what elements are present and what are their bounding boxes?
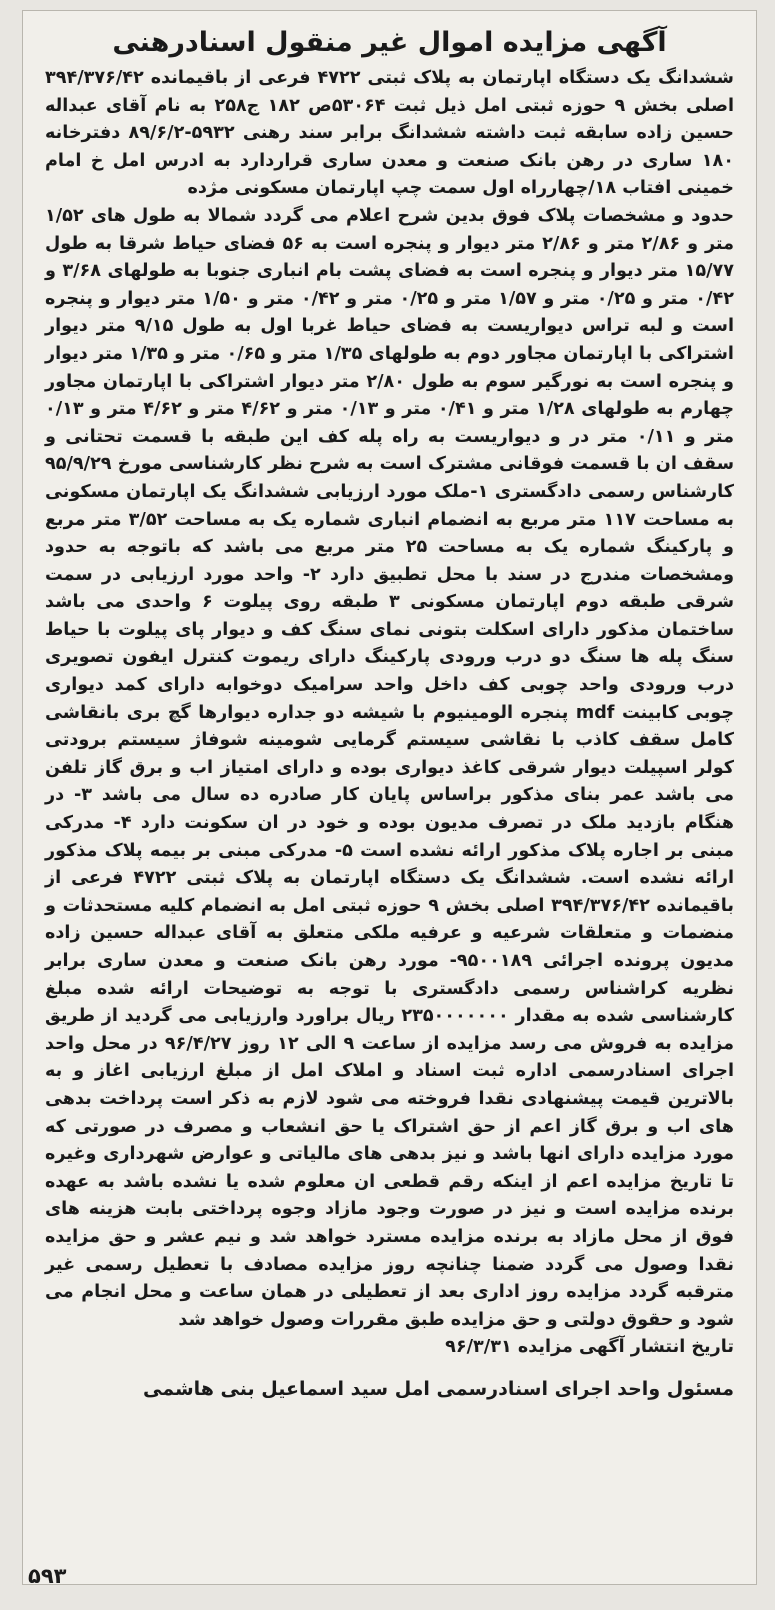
page-number: ۵۹۳ xyxy=(28,1564,67,1588)
signature: مسئول واحد اجرای اسنادرسمی امل سید اسماعیل بنی هاشمی xyxy=(142,1377,734,1400)
auction-notice xyxy=(22,10,757,1585)
notice-body xyxy=(45,65,734,1334)
notice-title: آگهی مزایده اموال غیر منقول اسنادرهنی xyxy=(112,27,667,58)
notice-paragraph-details: حدود و مشخصات پلاک فوق بدین شرح اعلام می گردد شمالا به طول های ۱/۵۲ متر و ۲/۸۶ متر و ۲/۸۶ متر دیوار و پنجره است به ۵۶ فضای حیاط شرقا به طول ۱۵/۷۷ متر دیوار و پنجره است به فضای پشت بام انباری جنوبا به طولهای ۳/۶۸ و ۰/۴۲ متر و ۰/۲۵ متر و ۱/۵۷ متر و ۰/۲۵ متر و ۰/۴۲ متر و ۱/۵۰ متر دیوار و پنجره است و لبه تراس دیواریست به فضای حیاط غربا اول به طول ۹/۱۵ متر دیوار اشتراکی با اپارتمان مجاور دوم به طولهای ۱/۳۵ متر و ۰/۶۵ متر و ۱/۳۵ متر دیوار و پنجره است به نورگیر سوم به طول ۲/۸۰ متر دیوار اشتراکی با اپارتمان مجاور چهارم به طولهای ۱/۲۸ متر و ۰/۴۱ متر و ۰/۱۳ متر و ۴/۶۲ متر و ۴/۶۲ متر و ۰/۱۳ متر و ۰/۱۱ متر در و دیواریست به راه پله کف این طبقه با قسمت تحتانی و سقف ان با قسمت فوقانی مشترک است به شرح نظر کارشناسی مورخ ۹۵/۹/۲۹ کارشناس رسمی دادگستری ۱-ملک مورد ارزیابی ششدانگ یک اپارتمان مسکونی به مساحت ۱۱۷ متر مربع به انضمام انباری شماره یک به مساحت ۳/۵۲ متر مربع و پارکینگ شماره یک به مساحت ۲۵ متر مربع می باشد که باتوجه به حدود ومشخصات مندرج در سند با محل تطبیق دارد ۲- واحد مورد ارزیابی در سمت شرقی طبقه دوم اپارتمان مسکونی ۳ طبقه روی پیلوت ۶ واحدی می باشد ساختمان مذکور دارای اسکلت بتونی نمای سنگ کف و دیوار پای پیلوت با حیاط سنگ پله ها سنگ دو درب ورودی پارکینگ دارای ریموت کنترل ایفون تصویری درب ورودی واحد چوبی کف داخل واحد سرامیک دوخوابه دارای کمد دیواری چوبی کابینت mdf پنجره الومینیوم با شیشه دو جداره دیوارها گچ بری بانقاشی کامل سقف کاذب با نقاشی سیستم گرمایی شومینه شوفاژ سیستم برودتی کولر اسپیلت دیوار شرقی کاغذ دیواری بوده و دارای امتیاز اب و برق گاز تلفن می باشد عمر بنای مذکور براساس پایان کار صادره ده سال می باشد ۳- در هنگام بازدید ملک در تصرف مدیون بوده و خود در ان سکونت دارد ۴- مدرکی مبنی بر اجاره پلاک مذکور ارائه نشده است ۵- مدرکی مبنی بر بیمه پلاک مذکور ارائه نشده است. ششدانگ یک دستگاه اپارتمان به پلاک ثبتی ۴۷۲۲ فرعی از باقیمانده ۳۹۴/۳۷۶/۴۲ اصلی بخش ۹ حوزه ثبتی امل به انضمام کلیه مستحدثات و منضمات و متعلقات شرعیه و عرفیه ملکی متعلق به آقای عبداله حسین زاده مدیون پرونده اجرائی ۹۵۰۰۱۸۹- مورد رهن بانک صنعت و معدن ساری برابر نظریه کراشناس رسمی دادگستری با توجه به توضیحات ارائه شده مبلغ کارشناسی شده به مقدار ۲۳۵۰۰۰۰۰۰۰ ریال براورد وارزیابی می گردید از طریق مزایده به فروش می رسد مزایده از ساعت ۹ الی ۱۲ روز ۹۶/۴/۲۷ در محل واحد اجرای اسنادرسمی اداره ثبت اسناد و املاک امل از مبلغ ارزیابی اغاز و به بالاترین قیمت پیشنهادی نقدا فروخته می شود لازم به ذکر است پرداخت بدهی های اب و برق گاز اعم از حق اشتراک یا حق انشعاب و مصرف در صورتی که مورد مزایده دارای انها باشد و نیز بدهی های مالیاتی و عوارض شهرداری وغیره تا تاریخ مزایده اعم از اینکه رقم قطعی ان معلوم شده یا نشده باشد به عهده برنده مزایده است و نیز در صورت وجود مازاد وجوه پرداختی بابت هزینه های فوق از محل مازاد به برنده مزایده مسترد خواهد شد و نیم عشر و حق مزایده نقدا وصول می گردد ضمنا چنانچه روز مزایده مصادف با تعطیل رسمی غیر مترقبه گردد مزایده روز اداری بعد از تعطیلی در همان ساعت و محل انجام می شود و حقوق دولتی و حق مزایده طبق مقررات وصول خواهد شد xyxy=(45,205,735,1330)
publication-date: تاریخ انتشار آگهی مزایده ۹۶/۳/۳۱ xyxy=(445,1337,734,1358)
notice-paragraph-property: ششدانگ یک دستگاه اپارتمان به پلاک ثبتی ۴۷۲۲ فرعی از باقیمانده ۳۹۴/۳۷۶/۴۲ اصلی بخش ۹ حوزه ثبتی امل ذیل ثبت ۵۳۰۶۴ص ۱۸۲ ج۲۵۸ به نام آقای عبداله حسین زاده سابقه ثبت داشته ششدانگ برابر سند رهنی ۵۹۳۲-۸۹/۶/۲ دفترخانه ۱۸۰ ساری در رهن بانک صنعت و معدن ساری قراردارد به ادرس امل خ امام خمینی افتاب ۱۸/چهارراه اول سمت چپ اپارتمان مسکونی مژده xyxy=(45,68,735,199)
